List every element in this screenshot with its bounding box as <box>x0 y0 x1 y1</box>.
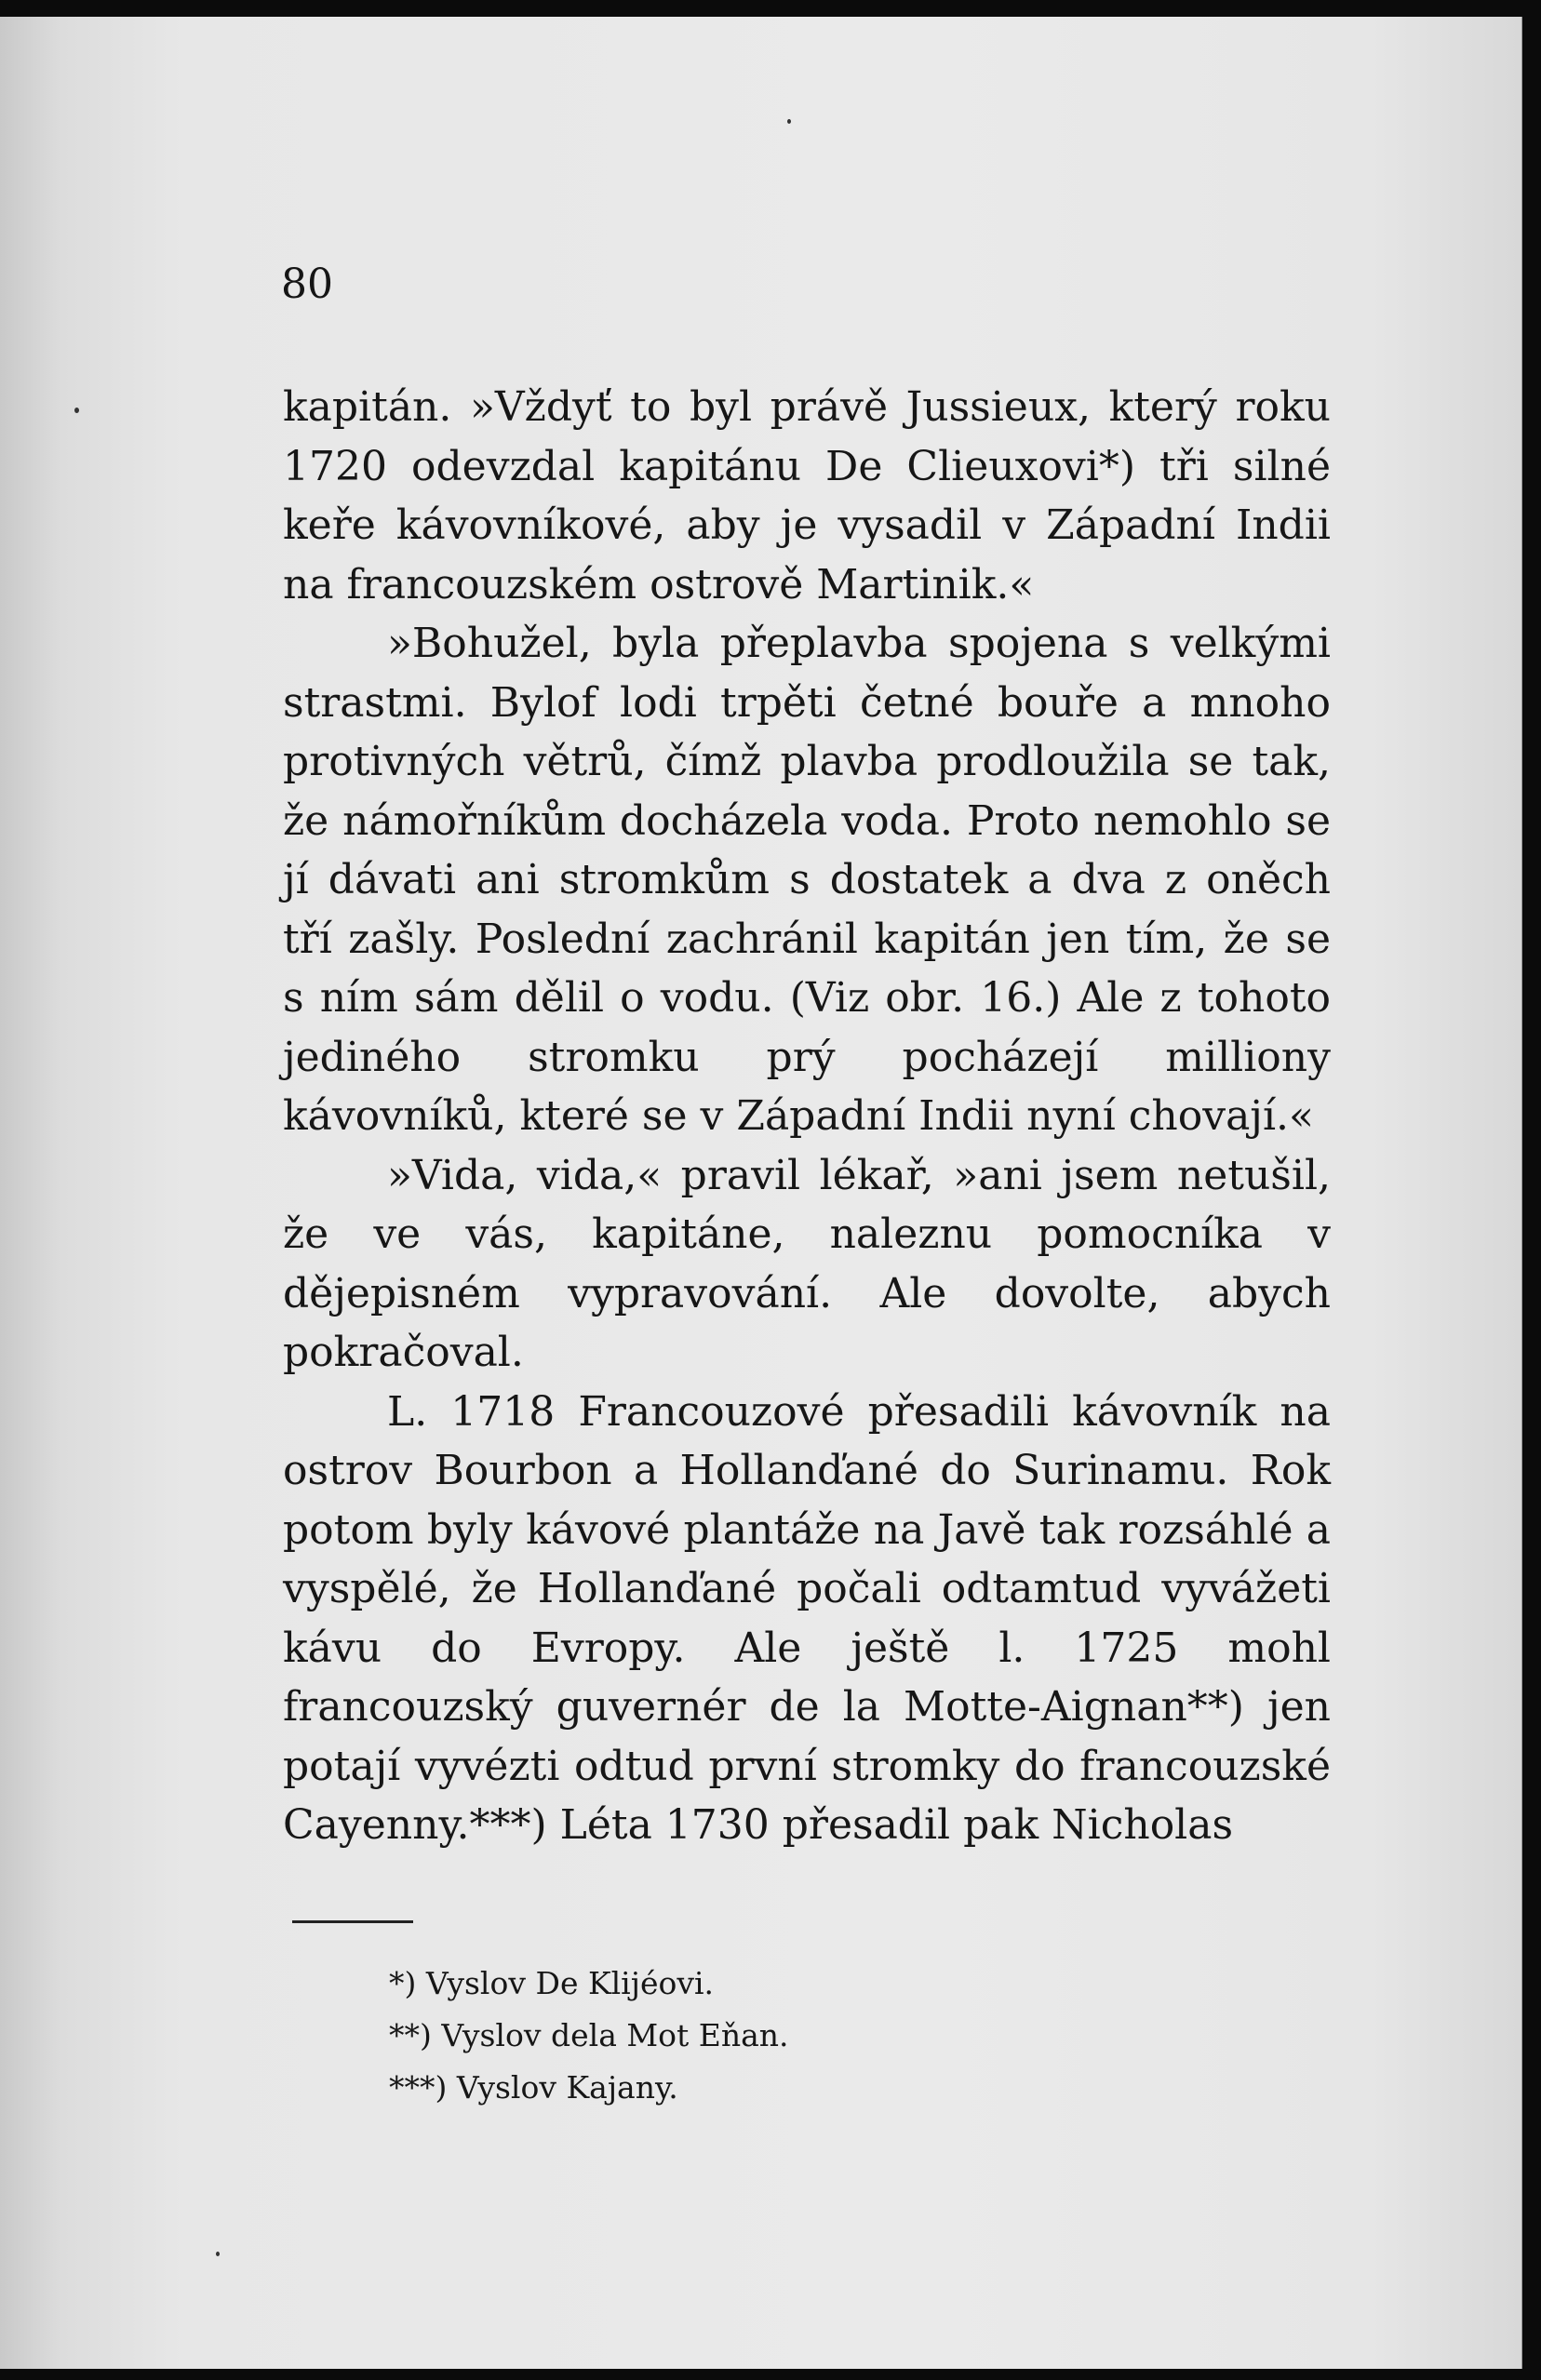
paragraph: kapitán. »Vždyť to byl právě Jussieux, který roku 1720 odevzdal kapitánu De Clieuxovi*) tři silné keře kávovníkové, aby je vysadil v Západní Indii na francouzském ostrově Martinik.« <box>283 383 1331 608</box>
paper-speck <box>787 119 791 124</box>
footnotes <box>389 1958 789 2114</box>
footnote: ***) Vyslov Kajany. <box>389 2069 678 2106</box>
page-number: 80 <box>281 261 333 308</box>
book-page <box>0 17 1522 2369</box>
footnote: *) Vyslov De Klijéovi. <box>389 1965 715 2001</box>
footnote-divider <box>292 1920 413 1923</box>
paper-speck <box>74 408 79 413</box>
paragraph: L. 1718 Francouzové přesadili kávovník na ostrov Bourbon a Hollanďané do Surinamu. Rok potom byly kávové plantáže na Javě tak rozsáhlé a vyspělé, že Hollanďané počali odtamtud vyvážeti kávu do Evropy. Ale ještě l. 1725 mohl francouzský guvernér de la Motte-Aignan**) jen potají vyvézti odtud první stromky do francouzské Cayenny.***) Léta 1730 přesadil pak Nicholas <box>283 1387 1331 1849</box>
paper-speck <box>216 2252 220 2256</box>
paragraph: »Bohužel, byla přeplavba spojena s velkými strastmi. Bylof lodi trpěti četné bouře a mnoho protivných větrů, čímž plavba prodloužila se tak, že námořníkům docházela voda. Proto nemohlo se jí dávati ani stromkům s dostatek a dva z oněch tří zašly. Poslední zachránil kapitán jen tím, že se s ním sám dělil o vodu. (Viz obr. 16.) Ale z tohoto jediného stromku prý pocházejí milliony kávovníků, které se v Západní Indii nyní chovají.« <box>283 620 1331 1140</box>
body-text <box>283 378 1331 1855</box>
paragraph: »Vida, vida,« pravil lékař, »ani jsem netušil, že ve vás, kapitáne, naleznu pomocníka v dějepisném vypravování. Ale dovolte, abych pokračoval. <box>283 1151 1331 1376</box>
footnote: **) Vyslov dela Mot Eňan. <box>389 2017 789 2053</box>
